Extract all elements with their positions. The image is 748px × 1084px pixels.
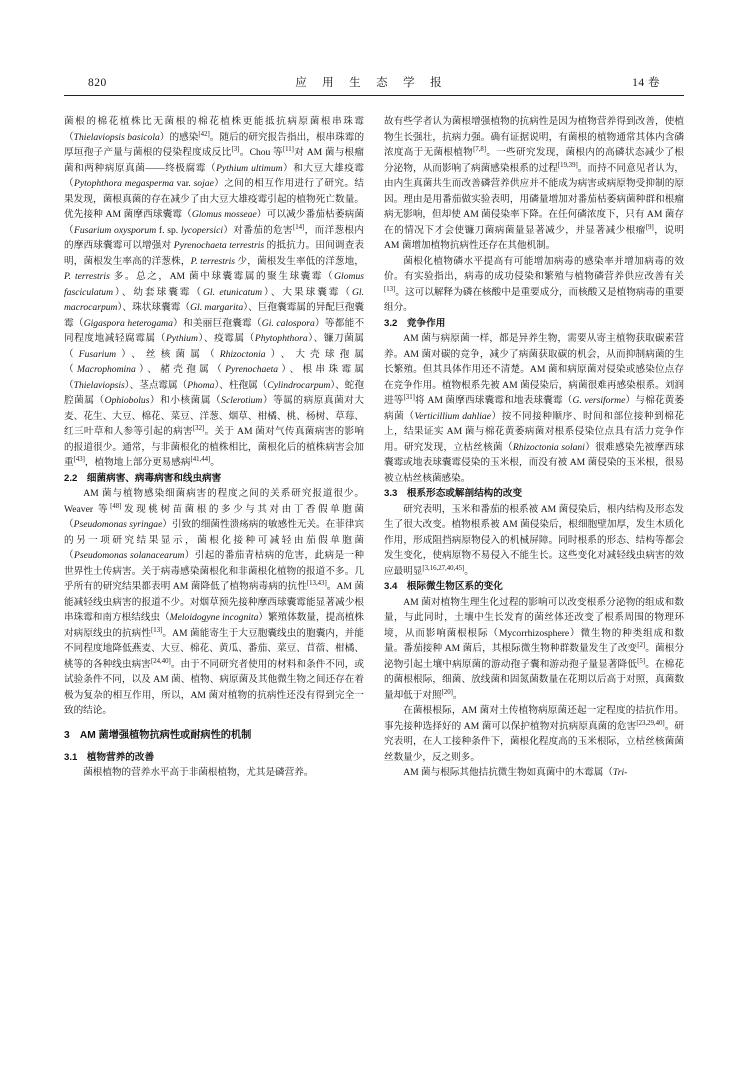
header-rule <box>64 95 684 96</box>
section-heading-3: 3 AM 菌增强植物抗病性或耐病性的机制 <box>64 729 252 741</box>
body-paragraph: AM 菌与植物感染细菌病害的程度之间的关系研究报道很少。Weaver 等[48]发现桃树苗菌根的多少与其对由丁香假单胞菌（Pseudomonas syringae）引致的细菌性溃疡病的敏感性无关。在菲律宾的另一项研究结果显示，菌根化接种可减轻由茄假单胞菌（Pseudomonas solanacearum）引起的番茄青枯病的危害，此病是一种世界性土传病害。关于病毒感染菌根化和非菌根化植物的报道不多。几乎所有的研究结果都表明 AM 菌降低了植物病毒病的抗性[13,43]。AM 菌能减轻线虫病害的报道不少。对烟草预先接种摩西球囊霉能显著减少根串珠霉和南方根结线虫（Meloidogyne incognita）繁殖体数量，提高植株对病原线虫的抗病性[13]。AM 菌能寄生于大豆胞囊线虫的胞囊内，并能不同程度地降低燕麦、大豆、棉花、黄瓜、番茄、菜豆、苜蓿、柑橘、桃等的各种线虫病害[24,40]。由于不同研究者使用的材料和条件不同，或试验条件不同，以及 AM 菌、植物、病原菌及其他微生物之间还存在着极为复杂的相互作用，所以，AM 菌对植物的抗病性还没有得到完全一致的结论。 <box>64 488 365 716</box>
body-paragraph: 研究表明，玉米和番茄的根系被 AM 菌侵染后，根内结构及形态发生了很大改变。植物根系被 AM 菌侵染后，根细胞壁加厚，发生木质化作用，形成阻挡病原物侵入的机械屏障。同时根系的形态、结构等都会发生变化，使病原物不易侵入不能生长。这些变化对减轻线虫病害的效应最明显[3,16,27,40,45]。 <box>384 503 684 577</box>
right-column <box>384 114 684 781</box>
running-header <box>64 74 684 95</box>
page-content <box>64 74 684 781</box>
body-paragraph: 菌根的棉花植株比无菌根的棉花植株更能抵抗病原菌根串珠霉（Thielaviopsis basicola）的感染[42]。随后的研究报告指出，根串珠霉的厚垣孢子产量与菌根的侵染程度成反比[3]。Chou 等[11]对 AM 菌与根瘤菌和两种病原真菌——终极腐霉（Pythium ultimum）和大豆大雄疫霉（Pytophthora megasperma var. sojae）之间的相互作用进行了研究。结果发现，菌根真菌的存在减少了由大豆大雄疫霉引起的植物死亡数量。优先接种 AM 菌摩西球囊霉（Glomus mosseae）可以减少番茄枯萎病菌（Fusarium oxysporum f. sp. lycopersici）对番茄的危害[14]，而洋葱根内的摩西球囊霉可以增强对 Pyrenochaeta terrestris 的抵抗力。田间调查表明，菌根发生率高的洋葱株，P. terrestris 少，菌根发生率低的洋葱地，P. terrestris 多。总之，AM 菌中球囊霉属的聚生球囊霉（Glomus fasciculatum）、幼套球囊霉（Gl. etunicatum）、大果球囊霉（Gl. macrocarpum）、珠状球囊霉（Gl. margarita）、巨孢囊霉属的异配巨孢囊霉（Gigaspora heterogama）和美丽巨孢囊霉（Gi. calospora）等都能不同程度地减轻腐霉属（Pythium）、疫霉属（Phytophthora）、镰刀菌属（Fusarium）、丝核菌属（Rhizoctonia）、大壳球孢属（Macrophomina）、赭壳孢属（Pyrenochaeta）、根串珠霉属（Thielaviopsis）、茎点霉属（Phoma）、柱孢属（Cylindrocarpum）、蛇孢腔菌属（Ophiobolus）和小核菌属（Sclerotium）等属的病原真菌对大麦、花生、大豆、棉花、菜豆、洋葱、烟草、柑橘、桃、杨树、草莓、红三叶草和人参等引起的病害[32]。关于 AM 菌对气传真菌病害的影响的报道很少。通常，与非菌根化的植株相比，菌根化后的植株病害会加重[43]，植物地上部分更易感病[41,44]。 <box>64 116 365 468</box>
body-paragraph: AM 菌对植物生理生化过程的影响可以改变根系分泌物的组成和数量，与此同时，土壤中生长发育的菌丝体还改变了根系周围的物理环境，从而影响菌根根际（Mycorrhizosphere）微生物的种类组成和数量。番茄接种 AM 菌后，其根际微生物种群数量发生了改变[2]。菌根分泌物引起土壤中病原菌的游动孢子囊和游动孢子量显著降低[5]。在棉花的菌根根际，细菌、放线菌和固氮菌数量在花期以后高于对照，真菌数量却低于对照[20]。 <box>384 596 685 701</box>
page-number: 820 <box>88 77 107 89</box>
section-heading-3-3: 3.3 根系形态或解剖结构的改变 <box>384 488 523 499</box>
body-paragraph: AM 菌与根际其他拮抗微生物如真菌中的木霉属（Tri- <box>403 767 628 778</box>
body-paragraph: 故有些学者认为菌根增强植物的抗病性是因为植物营养得到改善，使植物生长强壮，抗病力强。确有证据说明，有菌根的植物通常其体内含磷浓度高于无菌根植物[7,8]。一些研究发现，菌根内的高磷状态减少了根分泌物，从而影响了病菌感染根系的过程[19,39]。而持不同意见者认为，由内生真菌共生而改善磷营养供应并不能成为病害或病原物受抑制的原因。理由是用番茄做实验表明，用磷量增加对番茄枯萎病菌种群和根瘤病无影响，但却使 AM 菌侵染率下降。在任何磷浓度下，只有 AM 菌存在的情况下才会使镰刀菌病菌量显著减少，并显著减少根瘤[9]，说明 AM 菌增加植物抗病性还存在其他机制。 <box>384 116 685 251</box>
left-column <box>64 114 364 781</box>
body-paragraph: AM 菌与病原菌一样，都是异养生物，需要从寄主植物获取碳素营养。AM 菌对碳的竞争，减少了病菌获取碳的机会，从而抑制病菌的生长繁殖。但其具体作用还不清楚。AM 菌和病原菌对侵染或感染位点存在竞争作用。植物根系先被 AM 菌侵染后，病菌很难再感染根系。刘润进等[31]将 AM 菌摩西球囊霉和地表球囊霉（G. versiforme）与棉花黄萎病菌（Verticillium dahliae）按不同接种顺序、时间和部位接种到棉花上，结果证实 AM 菌与棉花黄萎病菌对根系侵染位点具有活力竞争作用。研究发现，立枯丝核菌（Rhizoctonia solani）很难感染先被摩西球囊霉或地表球囊霉侵染的玉米根，而没有被 AM 菌侵染的玉米根，很易被立枯丝核菌感染。 <box>384 333 685 484</box>
volume-label: 14 卷 <box>632 77 660 89</box>
section-heading-3-1: 3.1 植物营养的改善 <box>64 751 155 763</box>
section-heading-3-4: 3.4 根际微生物区系的变化 <box>384 581 503 592</box>
journal-title: 应 用 生 态 学 报 <box>295 77 444 89</box>
two-column-body <box>64 114 684 781</box>
body-paragraph: 在菌根根际，AM 菌对土传植物病原菌还起一定程度的拮抗作用。事先接种选择好的 AM 菌可以保护植物对抗病原真菌的危害[23,29,40]。研究表明，在人工接种条件下，菌根化程度高的玉米根际，立枯丝核菌菌丝数量少，反之则多。 <box>384 705 684 763</box>
body-paragraph: 菌根植物的营养水平高于非菌根植物，尤其是磷营养。 <box>83 767 314 778</box>
body-paragraph: 菌根化植物磷水平提高有可能增加病毒的感染率并增加病毒的效价。有实验指出，病毒的成功侵染和繁殖与植物磷营养供应改善有关[13]。这可以解释为磷在核酸中是重要成分，而核酸又是植物病毒的重要组分。 <box>384 255 684 313</box>
section-heading-3-2: 3.2 竞争作用 <box>384 317 446 329</box>
section-heading-2-2: 2.2 细菌病害、病毒病害和线虫病害 <box>64 472 222 484</box>
